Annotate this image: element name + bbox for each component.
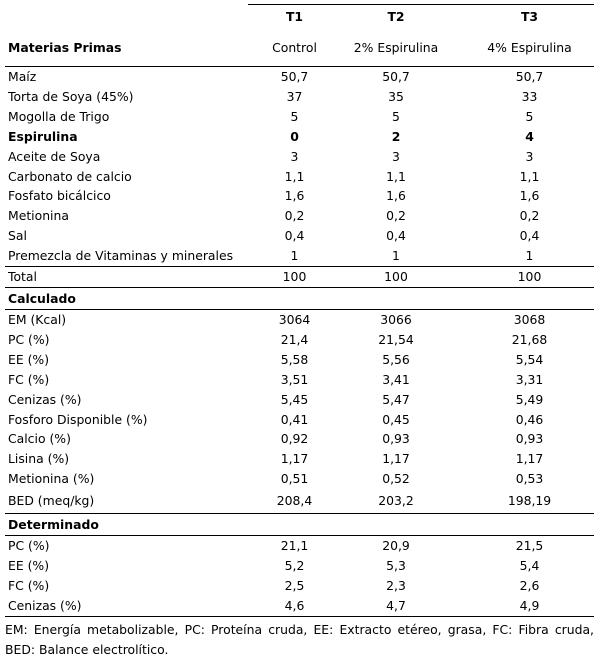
value-t3: 1,17 [515, 451, 544, 467]
value-t2: 1,1 [386, 168, 406, 184]
value-t2: 1 [392, 248, 400, 264]
value-t3: 0,53 [515, 471, 544, 487]
row-label: Cenizas (%) [8, 597, 82, 613]
value-t1: 0,4 [284, 228, 305, 244]
column-header-t1: T1 [248, 5, 332, 30]
table-footnote: EM: Energía metabolizable, PC: Proteína cruda, EE: Extracto etéreo, grasa, FC: Fibra cruda, BED: Balance electrolítico. [5, 616, 594, 660]
value-t3: 4,9 [519, 597, 540, 613]
row-label: Maíz [8, 69, 37, 84]
value-t1: 21,1 [280, 538, 309, 554]
value-t3: 0,2 [519, 208, 540, 224]
ingredient-row [5, 206, 594, 226]
value-t1: 100 [248, 267, 332, 288]
value-t1: 1,17 [280, 451, 309, 467]
value-t2: 3066 [380, 311, 412, 327]
determined-title: Determinado [5, 514, 248, 536]
row-label: Lisina (%) [8, 451, 70, 467]
ingredient-row [5, 87, 594, 107]
row-label: EE (%) [8, 351, 50, 367]
value-t1: 37 [286, 88, 303, 104]
calculated-row [5, 489, 594, 514]
value-t2: 5,3 [386, 558, 406, 574]
value-t1: 0 [290, 128, 299, 144]
value-t2: 0,2 [386, 208, 406, 224]
row-label: FC (%) [8, 371, 50, 387]
value-t3: 2,6 [519, 577, 540, 593]
row-label: Espirulina [8, 128, 78, 144]
materias-primas-header: Materias Primas [5, 29, 248, 67]
determined-row [5, 576, 594, 596]
treatment-name-4pct: 4% Espirulina [468, 29, 594, 67]
composition-table-container [5, 4, 594, 660]
calculated-title: Calculado [5, 287, 248, 309]
row-label: Torta de Soya (45%) [8, 88, 134, 104]
calculated-row [5, 410, 594, 430]
value-t2: 20,9 [382, 538, 410, 554]
row-label: Total [5, 267, 248, 288]
calculated-row [5, 449, 594, 469]
treatment-name-2pct: 2% Espirulina [332, 29, 468, 67]
empty-cell [468, 287, 594, 309]
treatment-name-row [5, 29, 594, 67]
column-header-t3: T3 [468, 5, 594, 30]
value-t2: 21,54 [378, 331, 414, 347]
value-t3: 33 [521, 88, 538, 104]
value-t1: 5 [290, 108, 299, 124]
value-t2: 2,3 [386, 577, 406, 593]
calculated-row [5, 390, 594, 410]
value-t1: 0,41 [280, 411, 309, 427]
value-t1: 0,2 [284, 208, 305, 224]
treatment-name-control: Control [248, 29, 332, 67]
value-t2: 0,4 [386, 228, 406, 244]
value-t1: 5,58 [280, 351, 309, 367]
empty-cell [332, 287, 468, 309]
ingredient-row [5, 246, 594, 266]
value-t3: 21,5 [515, 538, 544, 554]
value-t2: 35 [388, 88, 404, 104]
value-t3: 198,19 [468, 489, 594, 514]
ingredient-row [5, 226, 594, 246]
row-label: Sal [8, 228, 27, 244]
value-t3: 1 [525, 248, 534, 264]
value-t1: 50,7 [280, 69, 309, 84]
treatment-code-row [5, 5, 594, 30]
value-t2: 0,52 [382, 471, 410, 487]
row-label: Metionina (%) [8, 471, 95, 487]
row-label: Cenizas (%) [8, 391, 82, 407]
table-body [5, 5, 594, 616]
value-t2: 203,2 [332, 489, 468, 514]
value-t3: 1,6 [519, 188, 540, 204]
value-t1: 3 [290, 148, 299, 164]
calculated-row [5, 429, 594, 449]
determined-row [5, 596, 594, 616]
value-t1: 21,4 [280, 331, 309, 347]
value-t2: 5 [392, 108, 400, 124]
value-t1: 3064 [278, 311, 311, 327]
ingredient-row [5, 167, 594, 187]
ingredient-row [5, 127, 594, 147]
value-t2: 5,47 [382, 391, 410, 407]
determined-row [5, 556, 594, 576]
value-t1: 2,5 [284, 577, 305, 593]
row-label: Fosforo Disponible (%) [8, 411, 148, 427]
value-t2: 3,41 [382, 371, 410, 387]
value-t2: 0,93 [382, 431, 410, 447]
value-t1: 0,51 [280, 471, 309, 487]
value-t3: 3,31 [515, 371, 544, 387]
value-t2: 3 [392, 148, 400, 164]
row-label: Metionina [8, 208, 69, 224]
value-t3: 21,68 [511, 331, 548, 347]
value-t3: 3068 [513, 311, 546, 327]
empty-cell [248, 514, 332, 536]
value-t2: 4,7 [386, 597, 406, 613]
value-t1: 0,92 [280, 431, 309, 447]
value-t2: 5,56 [382, 351, 410, 367]
value-t3: 0,46 [515, 411, 544, 427]
value-t1: 5,2 [284, 558, 305, 574]
value-t2: 2 [391, 128, 401, 144]
value-t2: 1,6 [386, 188, 406, 204]
empty-cell [332, 514, 468, 536]
value-t3: 0,93 [515, 431, 544, 447]
calculated-row [5, 469, 594, 489]
determined-section-header [5, 514, 594, 536]
row-label: Premezcla de Vitaminas y minerales [8, 248, 234, 264]
value-t3: 50,7 [515, 69, 544, 84]
row-label: EM (Kcal) [8, 311, 67, 327]
value-t3: 1,1 [519, 168, 540, 184]
calculated-row [5, 330, 594, 350]
determined-row [5, 536, 594, 556]
value-t2: 0,45 [382, 411, 410, 427]
ingredient-row [5, 147, 594, 167]
ingredient-row [5, 107, 594, 127]
value-t1: 5,45 [280, 391, 309, 407]
value-t1: 1,1 [284, 168, 305, 184]
ingredient-row [5, 67, 594, 87]
value-t1: 1,6 [284, 188, 305, 204]
empty-cell [468, 514, 594, 536]
value-t1: 208,4 [248, 489, 332, 514]
calculated-row [5, 370, 594, 390]
empty-cell [248, 287, 332, 309]
row-label: Carbonato de calcio [8, 168, 132, 184]
ingredient-row [5, 186, 594, 206]
row-label: Fosfato bicálcico [8, 188, 111, 204]
row-label: PC (%) [8, 538, 50, 554]
value-t1: 4,6 [284, 597, 305, 613]
value-t3: 5 [525, 108, 534, 124]
column-header-t2: T2 [332, 5, 468, 30]
row-label: FC (%) [8, 577, 50, 593]
value-t1: 1 [290, 248, 299, 264]
value-t3: 5,49 [515, 391, 544, 407]
header-blank-cell [5, 5, 248, 30]
row-label: Calcio (%) [8, 431, 71, 447]
value-t3: 0,4 [519, 228, 540, 244]
row-label: Aceite de Soya [8, 148, 101, 164]
value-t2: 1,17 [382, 451, 410, 467]
value-t3: 4 [525, 128, 534, 144]
value-t3: 100 [468, 267, 594, 288]
value-t3: 3 [525, 148, 534, 164]
total-row [5, 267, 594, 288]
calculated-row [5, 309, 594, 329]
value-t3: 5,54 [515, 351, 544, 367]
calculated-row [5, 350, 594, 370]
row-label: BED (meq/kg) [5, 489, 248, 514]
value-t2: 100 [332, 267, 468, 288]
diet-composition-table [5, 4, 594, 616]
value-t1: 3,51 [280, 371, 309, 387]
value-t2: 50,7 [382, 69, 410, 84]
row-label: Mogolla de Trigo [8, 108, 110, 124]
row-label: PC (%) [8, 331, 50, 347]
calculated-section-header [5, 287, 594, 309]
value-t3: 5,4 [519, 558, 540, 574]
row-label: EE (%) [8, 558, 50, 574]
